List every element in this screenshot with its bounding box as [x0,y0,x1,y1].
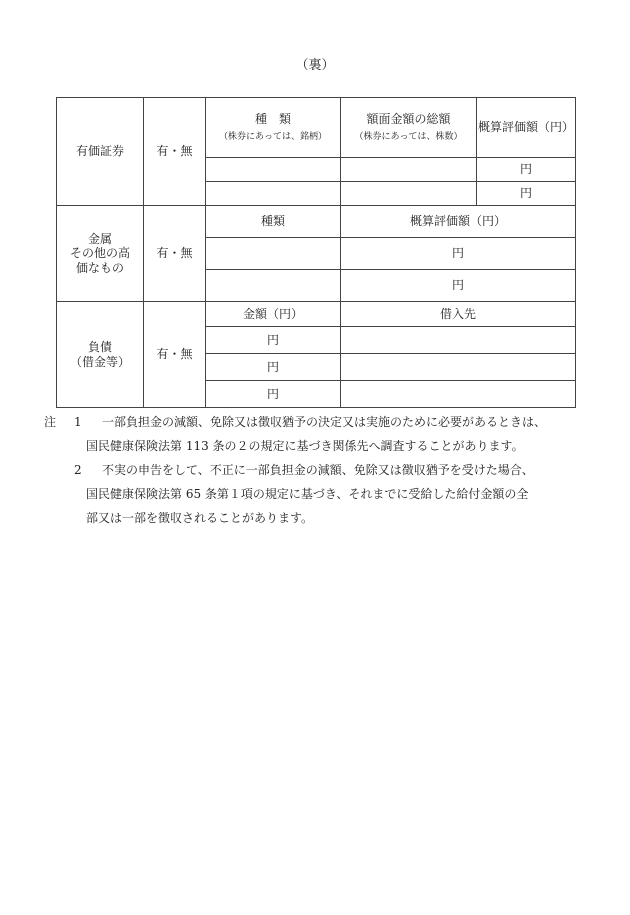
securities-type-header [206,98,341,158]
debts-label-line-2: （借金等） [69,354,130,369]
debts-amount-header: 金額（円） [206,302,341,327]
metals-label-line-1: 金属 [87,231,112,246]
metals-eval-input-1[interactable]: 円 [341,238,576,270]
metals-type-input-2[interactable] [206,270,341,302]
metals-type-header: 種類 [206,206,341,238]
securities-face-header [341,98,477,158]
notes-mark: 注 [44,415,57,429]
metals-label-line-3: 価なもの [75,260,124,275]
note-1-number: 1 [74,415,82,429]
metals-presence[interactable]: 有・無 [144,206,206,302]
debts-presence[interactable]: 有・無 [144,302,206,408]
securities-eval-header: 概算評価額（円） [477,98,576,158]
note-2-line-3: 部又は一部を徴収されることがあります。 [86,511,314,525]
note-2-continuation-1 [44,482,604,506]
metals-eval-header: 概算評価額（円） [341,206,576,238]
securities-face-subtitle: （株券にあっては、株数） [354,132,463,143]
metals-label [57,206,144,302]
securities-face-input-2[interactable] [341,182,477,206]
note-2-line-2: 国民健康保険法第 65 条第１項の規定に基づき、それまでに受給した給付金額の全 [86,487,529,501]
securities-type-input-2[interactable] [206,182,341,206]
metals-label-line-2: その他の高 [69,246,130,261]
debts-lender-header: 借入先 [341,302,576,327]
securities-type-input-1[interactable] [206,158,341,182]
note-1-line-2: 国民健康保険法第 113 条の２の規定に基づき関係先へ調査することがあります。 [86,439,524,453]
securities-type-subtitle: （株券にあっては、銘柄） [219,132,327,143]
securities-type-title: 種 類 [254,111,291,126]
securities-face-title: 額面金額の総額 [366,111,451,126]
page-title: （裏） [295,58,335,73]
note-1-continuation [44,434,604,458]
debts-amount-input-1[interactable]: 円 [206,327,341,354]
notes [44,410,604,530]
debts-amount-input-3[interactable]: 円 [206,381,341,408]
securities-face-input-1[interactable] [341,158,477,182]
note-1-line-1: 一部負担金の減額、免除又は徴収猶予の決定又は実施のために必要があるときは、 [102,415,547,429]
note-1 [44,410,604,434]
debts-amount-input-2[interactable]: 円 [206,354,341,381]
debts-lender-input-2[interactable] [341,354,576,381]
debts-lender-input-1[interactable] [341,327,576,354]
securities-label: 有価証券 [57,98,144,206]
debts-label [57,302,144,408]
metals-type-input-1[interactable] [206,238,341,270]
debts-label-line-1: 負債 [87,340,112,355]
note-2-continuation-2 [44,506,604,530]
metals-eval-input-2[interactable]: 円 [341,270,576,302]
note-2-line-1: 不実の申告をして、不正に一部負担金の減額、免除又は徴収猶予を受けた場合、 [102,463,534,477]
note-2 [44,458,604,482]
asset-declaration-table [56,97,576,408]
securities-presence[interactable]: 有・無 [144,98,206,206]
securities-eval-input-2[interactable]: 円 [477,182,576,206]
note-2-number: 2 [74,463,82,477]
securities-eval-input-1[interactable]: 円 [477,158,576,182]
debts-lender-input-3[interactable] [341,381,576,408]
